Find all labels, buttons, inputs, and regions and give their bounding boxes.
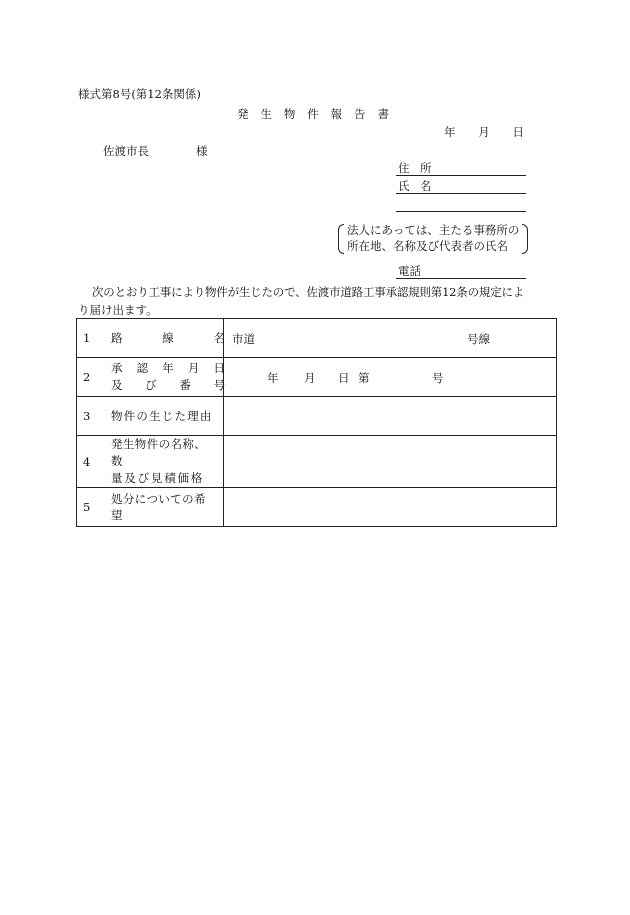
phone-label: 電話 bbox=[398, 264, 421, 278]
route-suffix: 号線 bbox=[467, 332, 490, 346]
label-char: び bbox=[145, 378, 157, 392]
table-row bbox=[77, 319, 557, 358]
right-bracket bbox=[522, 224, 528, 254]
report-table bbox=[76, 318, 557, 527]
blank-field bbox=[396, 196, 526, 212]
approval-year: 年 bbox=[267, 371, 279, 385]
honorific: 様 bbox=[196, 144, 208, 158]
label-char: 名 bbox=[213, 331, 225, 345]
address-label-char: 住 bbox=[398, 161, 410, 175]
title-char: 書 bbox=[377, 107, 389, 121]
reason-value-cell[interactable] bbox=[224, 397, 557, 436]
table-row bbox=[77, 358, 557, 397]
title-char: 物 bbox=[283, 107, 296, 121]
date-day: 日 bbox=[512, 125, 524, 139]
title-char: 告 bbox=[354, 107, 366, 121]
label-char: 番 bbox=[179, 378, 191, 392]
approval-month: 月 bbox=[304, 371, 316, 385]
approval-value-cell[interactable] bbox=[224, 358, 557, 397]
row-label-cell bbox=[77, 319, 224, 358]
corporate-note bbox=[338, 222, 528, 254]
label-char: 及 bbox=[111, 378, 123, 392]
label-char: 承 bbox=[111, 361, 123, 375]
title-char: 発 bbox=[237, 107, 249, 121]
approval-day: 日 bbox=[338, 371, 350, 385]
title-char: 件 bbox=[307, 107, 319, 121]
left-bracket bbox=[338, 224, 344, 254]
title-char: 生 bbox=[260, 107, 272, 121]
label-char: 年 bbox=[162, 361, 174, 375]
body-text-line2: り届け出ます。 bbox=[78, 303, 158, 317]
name-label-char: 氏 bbox=[398, 179, 410, 193]
row-number: 4 bbox=[83, 454, 91, 469]
date-month: 月 bbox=[478, 125, 490, 139]
address-label-char: 所 bbox=[420, 161, 432, 175]
disposal-value-cell[interactable] bbox=[224, 488, 557, 527]
date-line bbox=[444, 124, 524, 140]
approval-go: 号 bbox=[432, 371, 444, 385]
phone-field bbox=[396, 263, 526, 279]
item-value-cell[interactable] bbox=[224, 436, 557, 488]
label-char: 月 bbox=[187, 361, 200, 375]
date-year: 年 bbox=[444, 125, 456, 139]
row-label-cell bbox=[77, 397, 224, 436]
corporate-note-line2: 所在地、名称及び代表者の氏名 bbox=[347, 239, 508, 253]
row-label: 物件の生じた理由 bbox=[111, 409, 213, 423]
table-row bbox=[77, 436, 557, 488]
row-label: 処分についての希望 bbox=[111, 492, 206, 522]
title-char: 報 bbox=[330, 107, 343, 121]
row-number: 1 bbox=[83, 331, 91, 345]
addressee: 佐渡市長 bbox=[103, 144, 149, 158]
row-label-cell bbox=[77, 436, 224, 488]
corporate-note-line1: 法人にあっては、主たる事務所の bbox=[347, 223, 520, 237]
row-label-cell bbox=[77, 488, 224, 527]
approval-dai: 第 bbox=[358, 371, 370, 385]
label-char: 号 bbox=[213, 378, 225, 392]
row-number: 2 bbox=[83, 370, 91, 384]
row-number: 3 bbox=[83, 409, 91, 423]
label-char: 路 bbox=[111, 331, 123, 345]
body-text-line1: 次のとおり工事により物件が生じたので、佐渡市道路工事承認規則第12条の規定によ bbox=[92, 285, 525, 299]
row-label-line2: 量及び見積価格 bbox=[111, 471, 205, 485]
table-row bbox=[77, 488, 557, 527]
row-label-cell bbox=[77, 358, 224, 397]
row-number: 5 bbox=[83, 500, 91, 514]
name-label-char: 名 bbox=[420, 179, 432, 193]
name-field bbox=[396, 178, 526, 194]
label-char: 日 bbox=[213, 361, 225, 375]
address-field bbox=[396, 160, 526, 176]
document-title bbox=[237, 106, 389, 122]
label-char: 認 bbox=[136, 361, 149, 375]
table-row bbox=[77, 397, 557, 436]
route-value-cell[interactable] bbox=[224, 319, 557, 358]
label-char: 線 bbox=[162, 331, 174, 345]
form-number: 様式第8号(第12条関係) bbox=[78, 87, 201, 101]
route-prefix: 市道 bbox=[232, 332, 255, 346]
row-label-line1: 発生物件の名称、数 bbox=[111, 437, 207, 468]
